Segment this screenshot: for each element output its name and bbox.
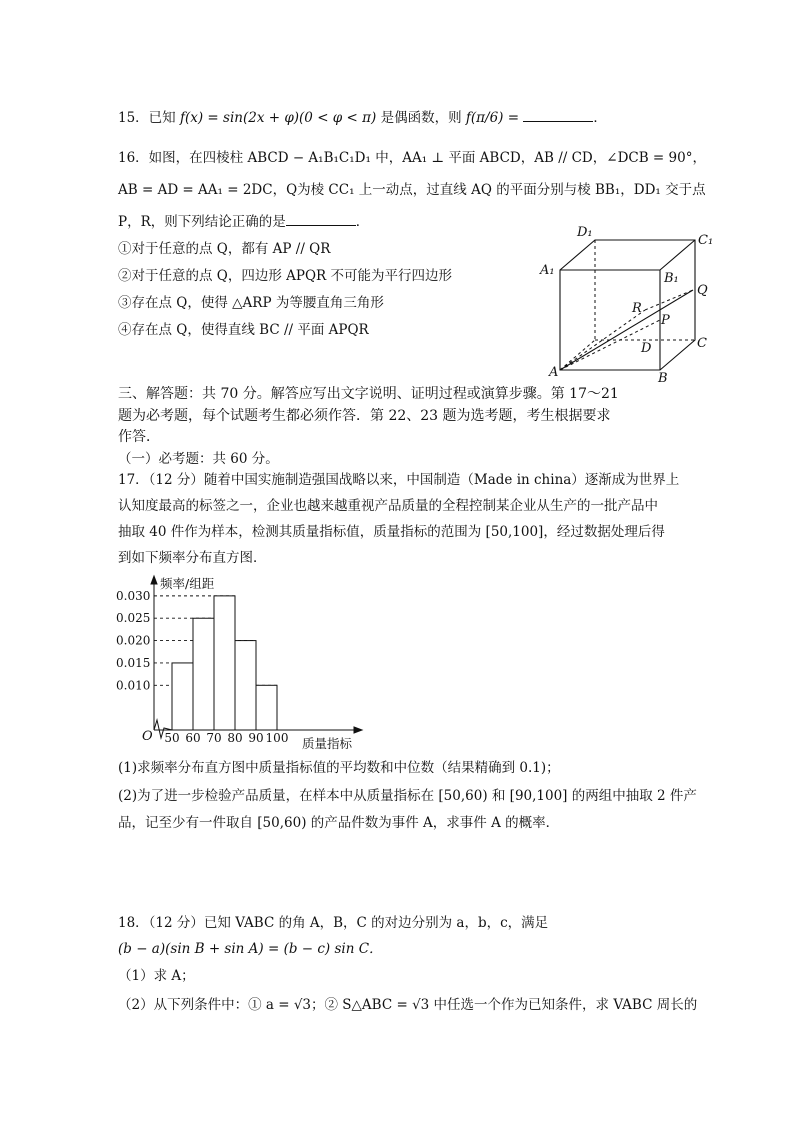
edge-r-q	[645, 290, 693, 310]
q15-func: f(x) = sin(2x + φ)(0 < φ < π)	[179, 110, 377, 126]
edge-a-q	[560, 290, 693, 370]
edge-top-back	[560, 240, 695, 370]
q16-line-3	[118, 211, 369, 232]
edge-a-d	[560, 340, 595, 370]
label-A: A	[549, 365, 559, 380]
label-C1: C₁	[698, 233, 714, 248]
q18-line-3: （1）求 A；	[118, 968, 195, 984]
q15-answer-blank[interactable]	[523, 107, 593, 122]
origin-label: O	[142, 729, 153, 744]
q15-fval: f(π/6) =	[465, 110, 520, 126]
x-tick-label: 60	[185, 731, 201, 745]
q15-prefix: 15．已知	[118, 110, 180, 126]
label-R: R	[632, 301, 642, 316]
x-tick-label: 90	[248, 731, 264, 745]
q18-line-1: 18．（12 分）已知 VABC 的角 A，B，C 的对边分别为 a，b，c，满足	[118, 915, 549, 931]
label-P: P	[661, 313, 670, 328]
x-axis-arrow	[354, 727, 362, 733]
x-tick-label: 50	[164, 731, 180, 745]
q17-line-2: 认知度最高的标签之一，企业也越来越重视产品质量的全程控制某企业从生产的一批产品中	[118, 498, 658, 514]
label-Q: Q	[697, 283, 708, 298]
q16-answer-blank[interactable]	[286, 211, 356, 226]
q16-option-1: ①对于任意的点 Q，都有 AP // QR	[118, 241, 331, 257]
section3-line-1: 三、解答题：共 70 分。解答应写出文字说明、证明过程或演算步骤。第 17～21	[118, 386, 619, 402]
q15-line	[118, 107, 607, 128]
q16-option-2: ②对于任意的点 Q，四边形 APQR 不可能为平行四边形	[118, 268, 453, 284]
q16-line-3-text: P，R，则下列结论正确的是	[118, 214, 286, 230]
label-D1: D₁	[577, 225, 593, 240]
q17-line-4: 到如下频率分布直方图．	[118, 550, 267, 566]
x-axis-label: 质量指标	[302, 736, 353, 751]
q18-line-2: (b − a)(sin B + sin A) = (b − c) sin C．	[118, 941, 383, 957]
frequency-histogram	[112, 570, 372, 755]
histogram-bar	[235, 641, 256, 730]
label-A1: A₁	[540, 263, 555, 278]
section3-line-3: 作答．	[118, 429, 160, 445]
q17-part-1: (1)求频率分布直方图中质量指标值的平均数和中位数（结果精确到 0.1)；	[118, 760, 560, 776]
q17-part-2a: (2)为了进一步检验产品质量，在样本中从质量指标在 [50,60) 和 [90,100] 的两组中抽取 2 件产	[118, 788, 697, 804]
y-tick-label: 0.025	[116, 611, 151, 626]
histogram-bar	[256, 685, 277, 730]
section3-line-4: （一）必考题：共 60 分。	[118, 451, 279, 467]
q15-mid: 是偶函数，则	[376, 110, 466, 126]
q16-prism-figure	[535, 220, 725, 385]
histogram-bar	[193, 618, 214, 730]
label-B1: B₁	[664, 271, 679, 286]
label-C: C	[697, 336, 707, 351]
y-tick-label: 0.010	[116, 678, 151, 693]
q16-line-2: AB = AD = AA₁ = 2DC，Q为棱 CC₁ 上一动点，过直线 AQ 的平面分别与棱 BB₁，DD₁ 交于点	[118, 182, 706, 198]
y-tick-label: 0.020	[116, 633, 151, 648]
q16-line-3-end: ．	[355, 214, 370, 230]
q17-line-1: 17．（12 分）随着中国实施制造强国战略以来，中国制造（Made in china）逐渐成为世界上	[118, 472, 680, 488]
q17-part-2b: 品，记至少有一件取自 [50,60) 的产品件数为事件 A，求事件 A 的概率．	[118, 815, 560, 831]
y-axis-arrow	[151, 576, 157, 584]
q15-end: ．	[593, 110, 607, 126]
q18-line-4: （2）从下列条件中：① a = √3；② S△ABC = √3 中任选一个作为已知条件，求 VABC 周长的	[118, 997, 698, 1013]
histogram-bar	[214, 596, 235, 730]
histogram-bar	[172, 663, 193, 730]
label-B: B	[658, 371, 668, 385]
y-tick-label: 0.015	[116, 655, 151, 670]
y-axis-label: 频率/组距	[160, 576, 215, 591]
y-tick-label: 0.030	[116, 588, 151, 603]
x-tick-label: 80	[227, 731, 243, 745]
q17-line-3: 抽取 40 件作为样本，检测其质量指标值，质量指标的范围为 [50,100]，经过数据处理后得	[118, 524, 665, 540]
q16-line-1: 16．如图，在四棱柱 ABCD − A₁B₁C₁D₁ 中，AA₁ ⊥ 平面 ABCD，AB // CD，∠DCB = 90°，	[118, 150, 706, 166]
x-tick-label: 70	[206, 731, 222, 745]
label-D: D	[641, 341, 652, 356]
q16-option-3: ③存在点 Q，使得 △ARP 为等腰直角三角形	[118, 295, 384, 311]
section3-line-2: 题为必考题，每个试题考生都必须作答．第 22、23 题为选考题，考生根据要求	[118, 408, 611, 424]
q16-option-4: ④存在点 Q，使得直线 BC // 平面 APQR	[118, 322, 369, 338]
x-tick-label: 100	[265, 731, 289, 745]
